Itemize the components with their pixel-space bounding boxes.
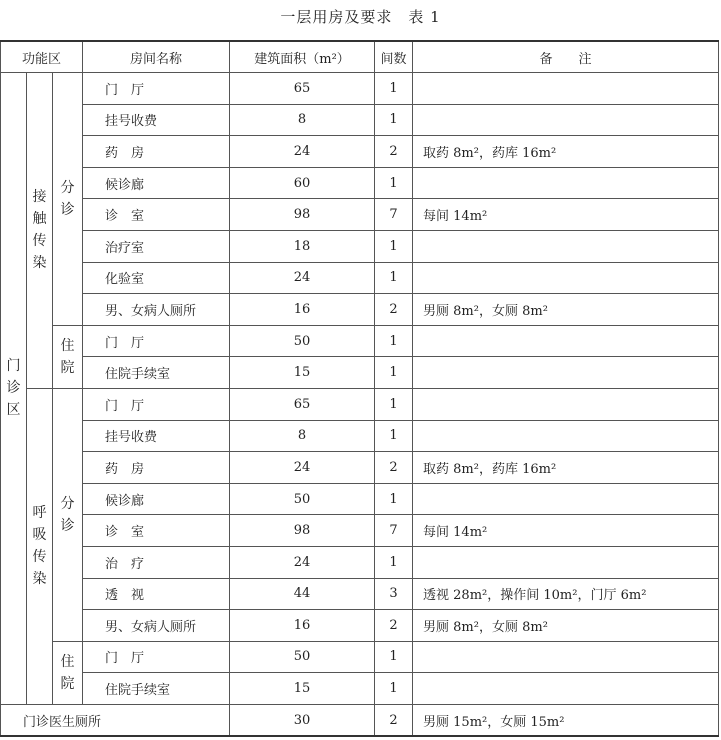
group-cell-respiratory: 呼吸传染 <box>27 388 53 704</box>
table-row <box>1 610 719 642</box>
table-row <box>1 452 719 484</box>
table-title: 一层用房及要求 表 1 <box>280 8 441 26</box>
room-count: 1 <box>375 641 413 673</box>
room-area: 15 <box>230 357 375 389</box>
header-row <box>1 41 719 73</box>
room-note <box>413 673 719 705</box>
table-row <box>1 262 719 294</box>
room-name: 候诊廊 <box>83 167 230 199</box>
room-count: 2 <box>375 452 413 484</box>
room-count: 1 <box>375 325 413 357</box>
table-row <box>1 483 719 515</box>
table-row <box>1 641 719 673</box>
room-name: 男、女病人厕所 <box>83 294 230 326</box>
room-count: 7 <box>375 199 413 231</box>
header-room: 房间名称 <box>83 41 230 73</box>
room-count: 1 <box>375 230 413 262</box>
room-name: 候诊廊 <box>83 483 230 515</box>
room-note <box>413 388 719 420</box>
room-note <box>413 483 719 515</box>
room-count: 1 <box>375 388 413 420</box>
room-name: 挂号收费 <box>83 104 230 136</box>
room-note <box>413 641 719 673</box>
room-area: 24 <box>230 136 375 168</box>
room-count: 2 <box>375 610 413 642</box>
room-area: 18 <box>230 230 375 262</box>
room-note <box>413 104 719 136</box>
room-note: 男厕 8m²，女厕 8m² <box>413 294 719 326</box>
room-count: 1 <box>375 420 413 452</box>
room-name: 药 房 <box>83 136 230 168</box>
room-note <box>413 546 719 578</box>
table-body <box>1 73 719 737</box>
table-row <box>1 578 719 610</box>
room-name: 治 疗 <box>83 546 230 578</box>
table-row <box>1 136 719 168</box>
table-row <box>1 420 719 452</box>
room-name: 治疗室 <box>83 230 230 262</box>
group-cell-contact: 接触传染 <box>27 73 53 389</box>
room-note <box>413 230 719 262</box>
sub-cell-contact-triage: 分诊 <box>53 73 83 326</box>
header-count: 间数 <box>375 41 413 73</box>
room-note: 取药 8m²，药库 16m² <box>413 136 719 168</box>
header-area: 建筑面积（m²） <box>230 41 375 73</box>
room-area: 98 <box>230 199 375 231</box>
table-row <box>1 167 719 199</box>
room-name: 透 视 <box>83 578 230 610</box>
room-note: 男厕 8m²，女厕 8m² <box>413 610 719 642</box>
room-name: 门诊医生厕所 <box>1 704 230 736</box>
room-area: 24 <box>230 546 375 578</box>
room-name: 门 厅 <box>83 325 230 357</box>
room-area: 8 <box>230 420 375 452</box>
room-count: 1 <box>375 262 413 294</box>
sub-cell-resp-inpatient: 住院 <box>53 641 83 704</box>
room-name: 药 房 <box>83 452 230 484</box>
room-name: 门 厅 <box>83 388 230 420</box>
room-area: 44 <box>230 578 375 610</box>
room-count: 1 <box>375 357 413 389</box>
room-note: 男厕 15m²，女厕 15m² <box>413 704 719 736</box>
room-note <box>413 420 719 452</box>
room-count: 1 <box>375 104 413 136</box>
room-note: 透视 28m²，操作间 10m²，门厅 6m² <box>413 578 719 610</box>
room-count: 2 <box>375 136 413 168</box>
room-note: 每间 14m² <box>413 199 719 231</box>
header-note: 备 注 <box>413 41 719 73</box>
room-count: 1 <box>375 167 413 199</box>
room-count: 2 <box>375 294 413 326</box>
room-count: 1 <box>375 673 413 705</box>
room-note <box>413 73 719 105</box>
room-name: 门 厅 <box>83 641 230 673</box>
zone-cell-outpatient: 门诊区 <box>1 73 27 705</box>
room-area: 24 <box>230 452 375 484</box>
room-note <box>413 262 719 294</box>
room-count: 2 <box>375 704 413 736</box>
room-name: 化验室 <box>83 262 230 294</box>
room-count: 1 <box>375 546 413 578</box>
sub-cell-resp-triage: 分诊 <box>53 388 83 641</box>
table-row <box>1 357 719 389</box>
room-note <box>413 167 719 199</box>
room-note: 每间 14m² <box>413 515 719 547</box>
room-area: 16 <box>230 294 375 326</box>
room-count: 1 <box>375 483 413 515</box>
room-count: 7 <box>375 515 413 547</box>
table-row <box>1 73 719 105</box>
room-requirements-table <box>0 40 719 737</box>
table-row <box>1 673 719 705</box>
room-note: 取药 8m²，药库 16m² <box>413 452 719 484</box>
room-area: 50 <box>230 483 375 515</box>
room-area: 16 <box>230 610 375 642</box>
room-note <box>413 357 719 389</box>
room-name: 诊 室 <box>83 199 230 231</box>
table-row <box>1 199 719 231</box>
table-row <box>1 230 719 262</box>
room-count: 3 <box>375 578 413 610</box>
table-row <box>1 104 719 136</box>
sub-cell-contact-inpatient: 住院 <box>53 325 83 388</box>
room-area: 60 <box>230 167 375 199</box>
room-area: 98 <box>230 515 375 547</box>
room-area: 50 <box>230 641 375 673</box>
room-name: 男、女病人厕所 <box>83 610 230 642</box>
room-name: 住院手续室 <box>83 673 230 705</box>
header-zone: 功能区 <box>1 41 83 73</box>
table-row <box>1 388 719 420</box>
table-row <box>1 515 719 547</box>
room-area: 8 <box>230 104 375 136</box>
table-row <box>1 294 719 326</box>
room-area: 30 <box>230 704 375 736</box>
room-area: 50 <box>230 325 375 357</box>
room-note <box>413 325 719 357</box>
room-area: 24 <box>230 262 375 294</box>
room-area: 65 <box>230 73 375 105</box>
room-count: 1 <box>375 73 413 105</box>
table-row <box>1 325 719 357</box>
room-area: 65 <box>230 388 375 420</box>
room-name: 诊 室 <box>83 515 230 547</box>
room-area: 15 <box>230 673 375 705</box>
room-name: 门 厅 <box>83 73 230 105</box>
table-row-footer <box>1 704 719 736</box>
room-name: 挂号收费 <box>83 420 230 452</box>
room-name: 住院手续室 <box>83 357 230 389</box>
table-row <box>1 546 719 578</box>
